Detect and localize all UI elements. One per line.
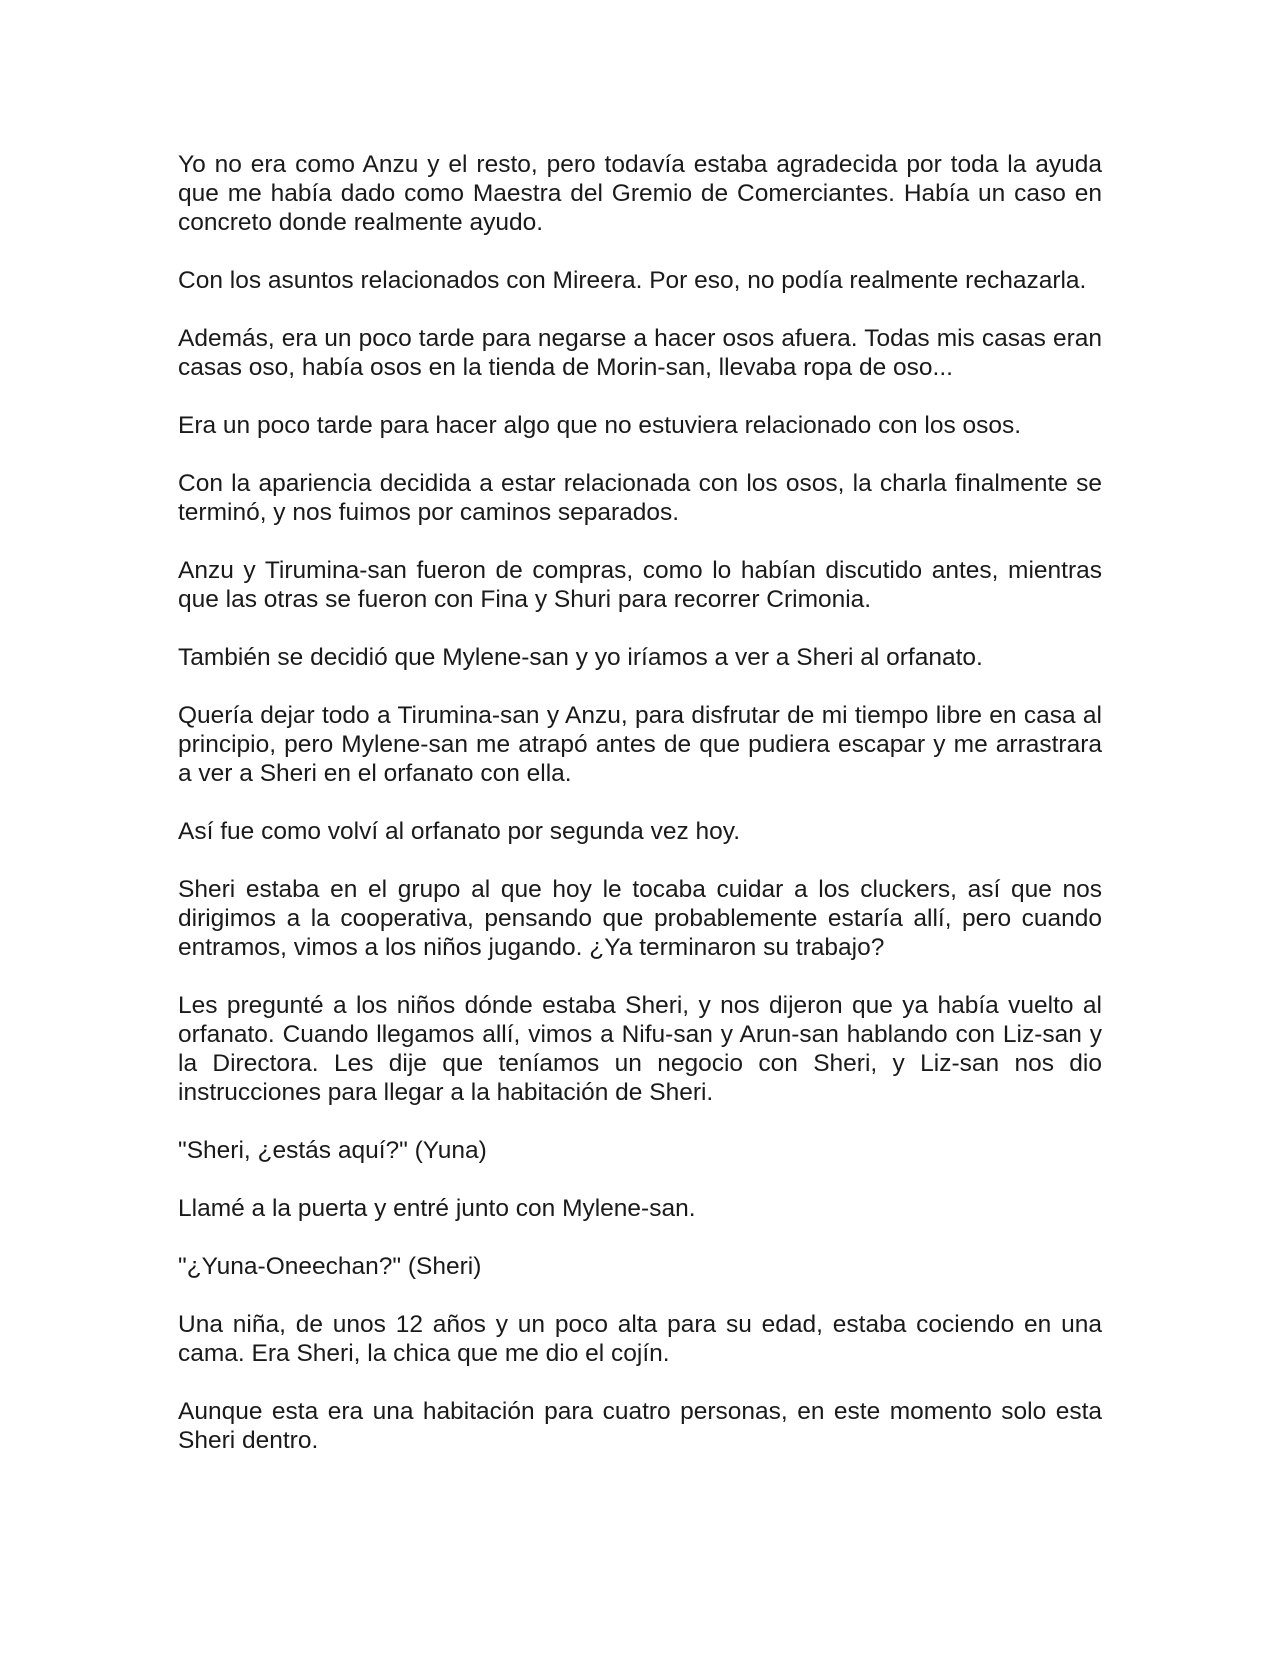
paragraph: Les pregunté a los niños dónde estaba Sheri, y nos dijeron que ya había vuelto al orfanato. Cuando llegamos allí, vimos a Nifu-san y Arun-san hablando con Liz-san y la Directora. Les dije que teníamos un negocio con Sheri, y Liz-san nos dio instrucciones para llegar a la habitación de Sheri.	[178, 992, 1102, 1106]
paragraph: Yo no era como Anzu y el resto, pero todavía estaba agradecida por toda la ayuda que me había dado como Maestra del Gremio de Comerciantes. Había un caso en concreto donde realmente ayudo.	[178, 151, 1102, 236]
paragraph: Con los asuntos relacionados con Mireera. Por eso, no podía realmente rechazarla.	[178, 267, 1087, 294]
paragraph: Además, era un poco tarde para negarse a hacer osos afuera. Todas mis casas eran casas oso, había osos en la tienda de Morin-san, llevaba ropa de oso...	[178, 325, 1102, 381]
paragraph: Así fue como volví al orfanato por segunda vez hoy.	[178, 818, 741, 845]
paragraph: También se decidió que Mylene-san y yo iríamos a ver a Sheri al orfanato.	[178, 644, 983, 671]
paragraph: Aunque esta era una habitación para cuatro personas, en este momento solo esta Sheri dentro.	[178, 1398, 1102, 1454]
paragraph: Anzu y Tirumina-san fueron de compras, como lo habían discutido antes, mientras que las otras se fueron con Fina y Shuri para recorrer Crimonia.	[178, 557, 1102, 613]
paragraph: Con la apariencia decidida a estar relacionada con los osos, la charla finalmente se terminó, y nos fuimos por caminos separados.	[178, 470, 1102, 526]
document-page	[178, 150, 1102, 1455]
dialogue-line: "Sheri, ¿estás aquí?" (Yuna)	[178, 1137, 487, 1164]
dialogue-line: "¿Yuna-Oneechan?" (Sheri)	[178, 1253, 482, 1280]
paragraph: Sheri estaba en el grupo al que hoy le tocaba cuidar a los cluckers, así que nos dirigimos a la cooperativa, pensando que probablemente estaría allí, pero cuando entramos, vimos a los niños jugando. ¿Ya terminaron su trabajo?	[178, 876, 1102, 961]
paragraph: Una niña, de unos 12 años y un poco alta para su edad, estaba cociendo en una cama. Era Sheri, la chica que me dio el cojín.	[178, 1311, 1102, 1367]
paragraph: Era un poco tarde para hacer algo que no estuviera relacionado con los osos.	[178, 412, 1022, 439]
paragraph: Llamé a la puerta y entré junto con Mylene-san.	[178, 1195, 696, 1222]
paragraph: Quería dejar todo a Tirumina-san y Anzu, para disfrutar de mi tiempo libre en casa al principio, pero Mylene-san me atrapó antes de que pudiera escapar y me arrastrara a ver a Sheri en el orfanato con ella.	[178, 702, 1102, 787]
